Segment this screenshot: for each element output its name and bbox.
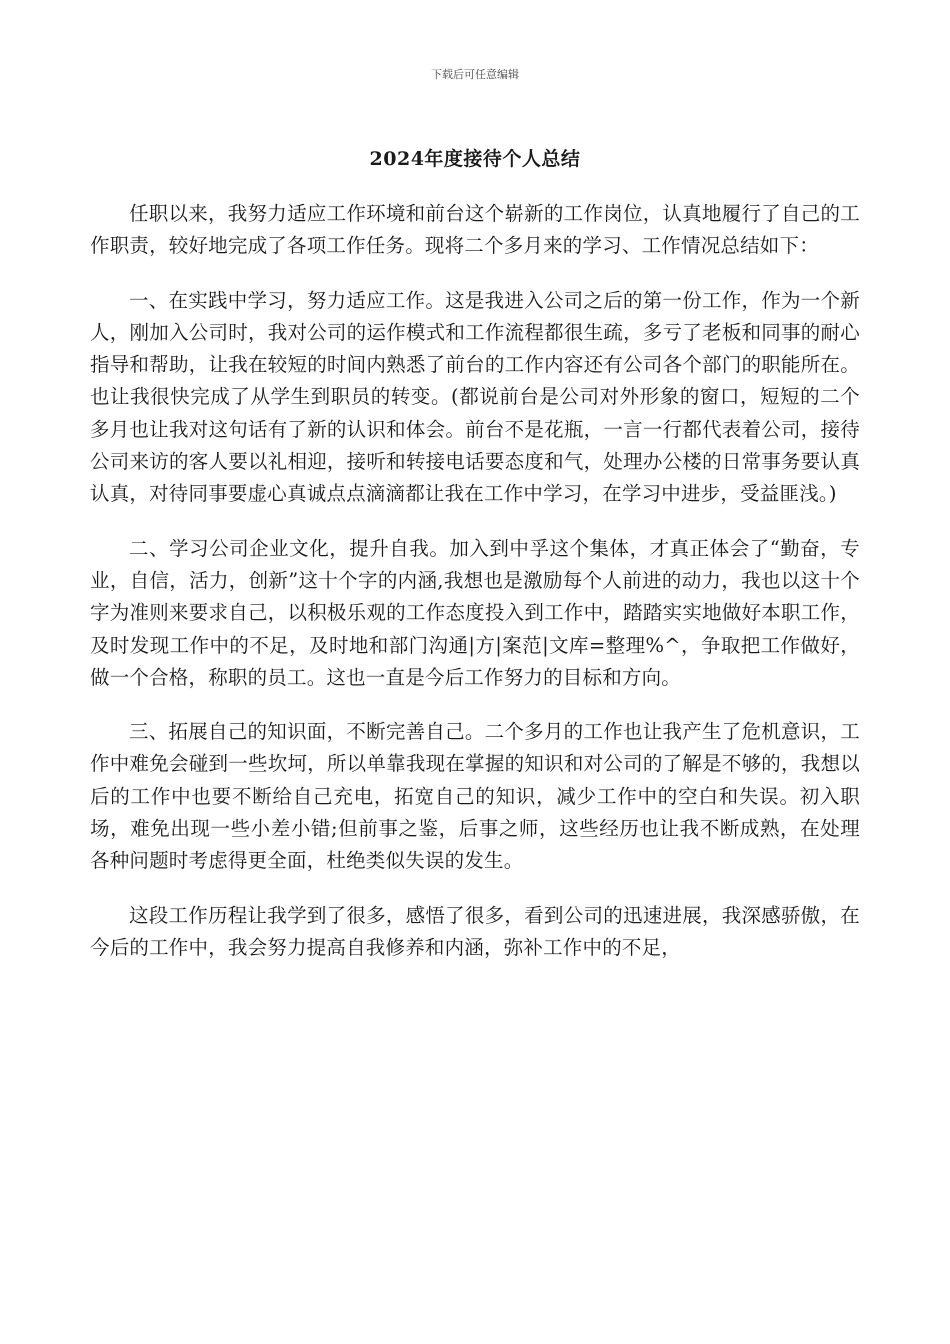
paragraph-section-2: 二、学习公司企业文化，提升自我。加入到中孚这个集体，才真正体会了“勤奋，专业，自信，活力，创新”这十个字的内涵,我想也是激励每个人前进的动力，我也以这十个字为准则来要求自己，以积极乐观的工作态度投入到工作中，踏踏实实地做好本职工作，及时发现工作中的不足，及时地和部门沟通|方|案范|文库=整理%^，争取把工作做好，做一个合格，称职的员工。这也一直是今后工作努力的目标和方向。 (90, 536, 860, 689)
document-title: 2024年度接待个人总结 (369, 148, 581, 170)
header-note: 下载后可任意编辑 (431, 68, 519, 81)
paragraph-section-3: 三、拓展自己的知识面，不断完善自己。二个多月的工作也让我产生了危机意识，工作中难免会碰到一些坎坷，所以单靠我现在掌握的知识和对公司的了解是不够的，我想以后的工作中也要不断给自己充电，拓宽自己的知识，减少工作中的空白和失误。初入职场，难免出现一些小差小错;但前事之鉴，后事之师，这些经历也让我不断成熟，在处理各种问题时考虑得更全面，杜绝类似失误的发生。 (90, 720, 860, 873)
document-body (90, 198, 860, 986)
paragraph-intro: 任职以来，我努力适应工作环境和前台这个崭新的工作岗位，认真地履行了自己的工作职责，较好地完成了各项工作任务。现将二个多月来的学习、工作情况总结如下： (90, 202, 860, 258)
paragraph-section-1: 一、在实践中学习，努力适应工作。这是我进入公司之后的第一份工作，作为一个新人，刚加入公司时，我对公司的运作模式和工作流程都很生疏，多亏了老板和同事的耐心指导和帮助，让我在较短的时间内熟悉了前台的工作内容还有公司各个部门的职能所在。也让我很快完成了从学生到职员的转变。(都说前台是公司对外形象的窗口，短短的二个多月也让我对这句话有了新的认识和体会。前台不是花瓶，一言一行都代表着公司，接待公司来访的客人要以礼相迎，接听和转接电话要态度和气，处理办公楼的日常事务要认真认真，对待同事要虚心真诚点点滴滴都让我在工作中学习，在学习中进步，受益匪浅。) (90, 288, 860, 506)
paragraph-conclusion: 这段工作历程让我学到了很多，感悟了很多，看到公司的迅速进展，我深感骄傲，在今后的工作中，我会努力提高自我修养和内涵，弥补工作中的不足， (90, 903, 860, 959)
